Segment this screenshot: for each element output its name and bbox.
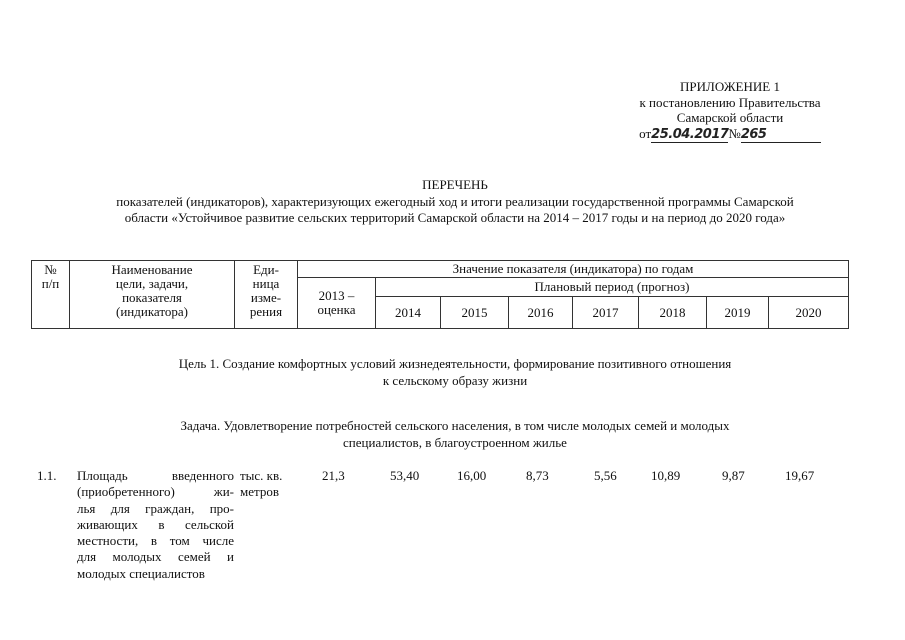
header-text: цели, задачи, [115,276,189,291]
unit-line: метров [240,484,279,500]
name-line: для молодых семей и [77,549,234,565]
header-year-2016: 2016 [509,297,573,329]
value-2017: 5,56 [594,468,617,483]
title-line-1: показателей (индикаторов), характеризующих ежегодный ход и итоги реализации государственной программы Самарской [116,193,794,209]
header-text: (индикатора) [116,304,188,319]
indicators-table-header [31,260,849,329]
date-prefix: от [639,125,652,141]
header-text: оценка [317,302,356,317]
value-2019: 9,87 [722,468,745,483]
appendix-block [600,79,860,143]
appendix-ref: к постановлению Правительства [639,94,821,110]
name-line: молодых специалистов [77,565,205,581]
header-plan-group: Плановый период (прогноз) [376,278,849,297]
header-text: 2013 – [318,288,355,303]
value-2014: 53,40 [390,468,420,483]
goal-heading [60,356,850,389]
task-line-2: специалистов, в благоустроенном жилье [343,434,567,450]
header-text: показателя [122,290,182,305]
header-col-unit [235,261,298,329]
value-2018: 10,89 [651,468,681,483]
header-text: № [44,262,57,277]
task-heading [60,418,850,451]
appendix-date-line [600,126,860,144]
appendix-title: ПРИЛОЖЕНИЕ 1 [680,79,780,94]
task-line-1: Задача. Удовлетворение потребностей сельского населения, в том числе молодых семей и молодых [180,418,730,433]
header-year-2019: 2019 [707,297,769,329]
header-text: ница [252,276,280,291]
goal-line-1: Цель 1. Создание комфортных условий жизнедеятельности, формирование позитивного отношения [178,356,732,371]
value-2015: 16,00 [457,468,487,483]
header-year-2014: 2014 [376,297,441,329]
value-2016: 8,73 [526,468,549,483]
header-year-2018: 2018 [639,297,707,329]
header-col-2013 [298,278,376,329]
name-line: живающих в сельской [77,516,234,532]
document-title [30,177,880,227]
handwritten-number: 265 [741,127,821,144]
row-indicator-name [77,468,234,582]
name-line: (приобретенного) жи- [77,484,234,500]
appendix-authority: Самарской области [676,110,784,125]
header-text: изме- [250,290,282,305]
header-text: Еди- [253,262,279,277]
header-col-name [70,261,235,329]
row-number: 1.1. [37,468,57,483]
header-values-group: Значение показателя (индикатора) по годам [298,261,849,278]
header-text: Наименование [111,262,193,277]
header-text: п/п [41,276,60,291]
unit-line: тыс. кв. [240,468,283,483]
header-year-2020: 2020 [769,297,849,329]
name-line: местности, в том числе [77,533,234,549]
header-col-number [32,261,70,329]
value-2013: 21,3 [322,468,345,483]
name-line: Площадь введенного [77,468,234,483]
title-line-2: области «Устойчивое развитие сельских территорий Самарской области на 2014 – 2017 годы и на период до 2020 года» [124,210,786,225]
name-line: лья для граждан, про- [77,500,234,516]
header-text: рения [249,304,283,319]
header-year-2017: 2017 [573,297,639,329]
value-2020: 19,67 [785,468,815,483]
row-unit [240,468,300,501]
title-heading: ПЕРЕЧЕНЬ [422,177,488,192]
goal-line-2: к сельскому образу жизни [382,372,528,388]
handwritten-date: 25.04.2017 [651,126,729,142]
header-year-2015: 2015 [441,297,509,329]
number-sign: № [728,125,741,141]
